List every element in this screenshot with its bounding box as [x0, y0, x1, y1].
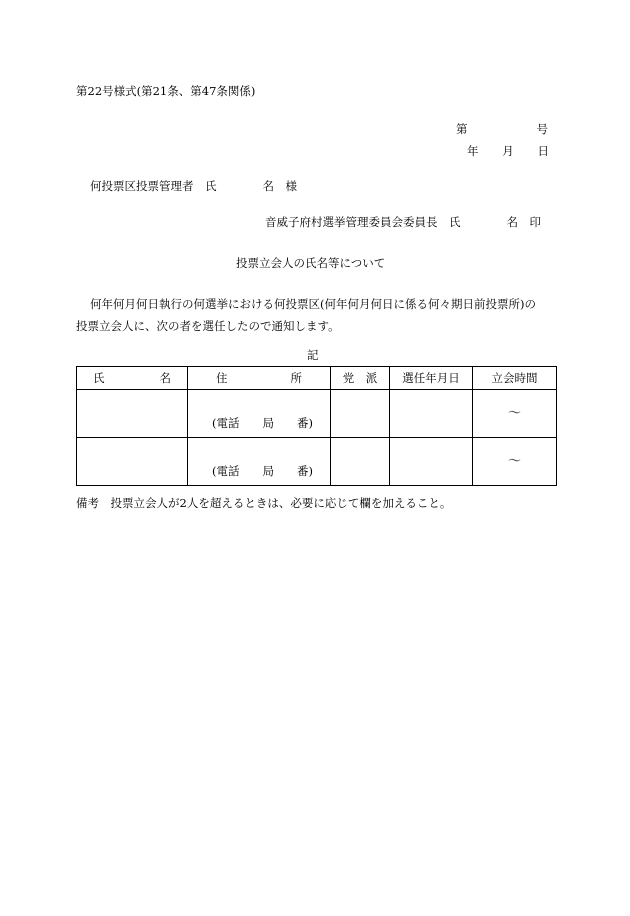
- header-hours: 立会時間: [473, 367, 557, 390]
- addressee: 何投票区投票管理者 氏 名 様: [90, 179, 297, 193]
- header-address: 住 所: [188, 367, 331, 390]
- ki-label: 記: [307, 348, 319, 362]
- cell-appointed-date: [390, 390, 473, 438]
- number-go: 号: [536, 122, 548, 136]
- cell-address: [188, 390, 331, 438]
- cell-name: [77, 438, 188, 486]
- body-line-1: 何年何月何日執行の何選挙における何投票区(何年何月何日に係る何々期日前投票所)の: [90, 297, 536, 311]
- cell-party: [331, 438, 390, 486]
- cell-party: [331, 390, 390, 438]
- cell-hours: [473, 438, 557, 486]
- hours-tilde: ～: [507, 406, 521, 421]
- remarks: 備考 投票立会人が2人を超えるときは、必要に応じて欄を加えること。: [76, 496, 452, 510]
- phone-label: (電話 局 番): [212, 464, 313, 478]
- number-dai: 第: [456, 122, 468, 136]
- poll-witness-table: [76, 366, 557, 486]
- header-appointed-date: 選任年月日: [390, 367, 473, 390]
- table-row: [77, 438, 557, 486]
- cell-appointed-date: [390, 438, 473, 486]
- body-text: [76, 293, 556, 337]
- table-header-row: [77, 367, 557, 390]
- cell-address: [188, 438, 331, 486]
- date-month: 月: [502, 144, 514, 158]
- hours-tilde: ～: [507, 454, 521, 469]
- cell-name: [77, 390, 188, 438]
- sender: 音威子府村選挙管理委員会委員長 氏 名 印: [265, 215, 541, 229]
- date-day: 日: [537, 144, 549, 158]
- document-number: [456, 124, 548, 136]
- subject-title: 投票立会人の氏名等について: [236, 256, 386, 270]
- body-line-2: 投票立会人に、次の者を選任したので通知します。: [76, 319, 340, 333]
- table-row: [77, 390, 557, 438]
- phone-label: (電話 局 番): [212, 416, 313, 430]
- header-party: 党 派: [331, 367, 390, 390]
- cell-hours: [473, 390, 557, 438]
- form-title: 第22号様式(第21条、第47条関係): [76, 84, 256, 98]
- header-name: 氏 名: [77, 367, 188, 390]
- document-date: [467, 143, 549, 159]
- date-year: 年: [467, 144, 479, 158]
